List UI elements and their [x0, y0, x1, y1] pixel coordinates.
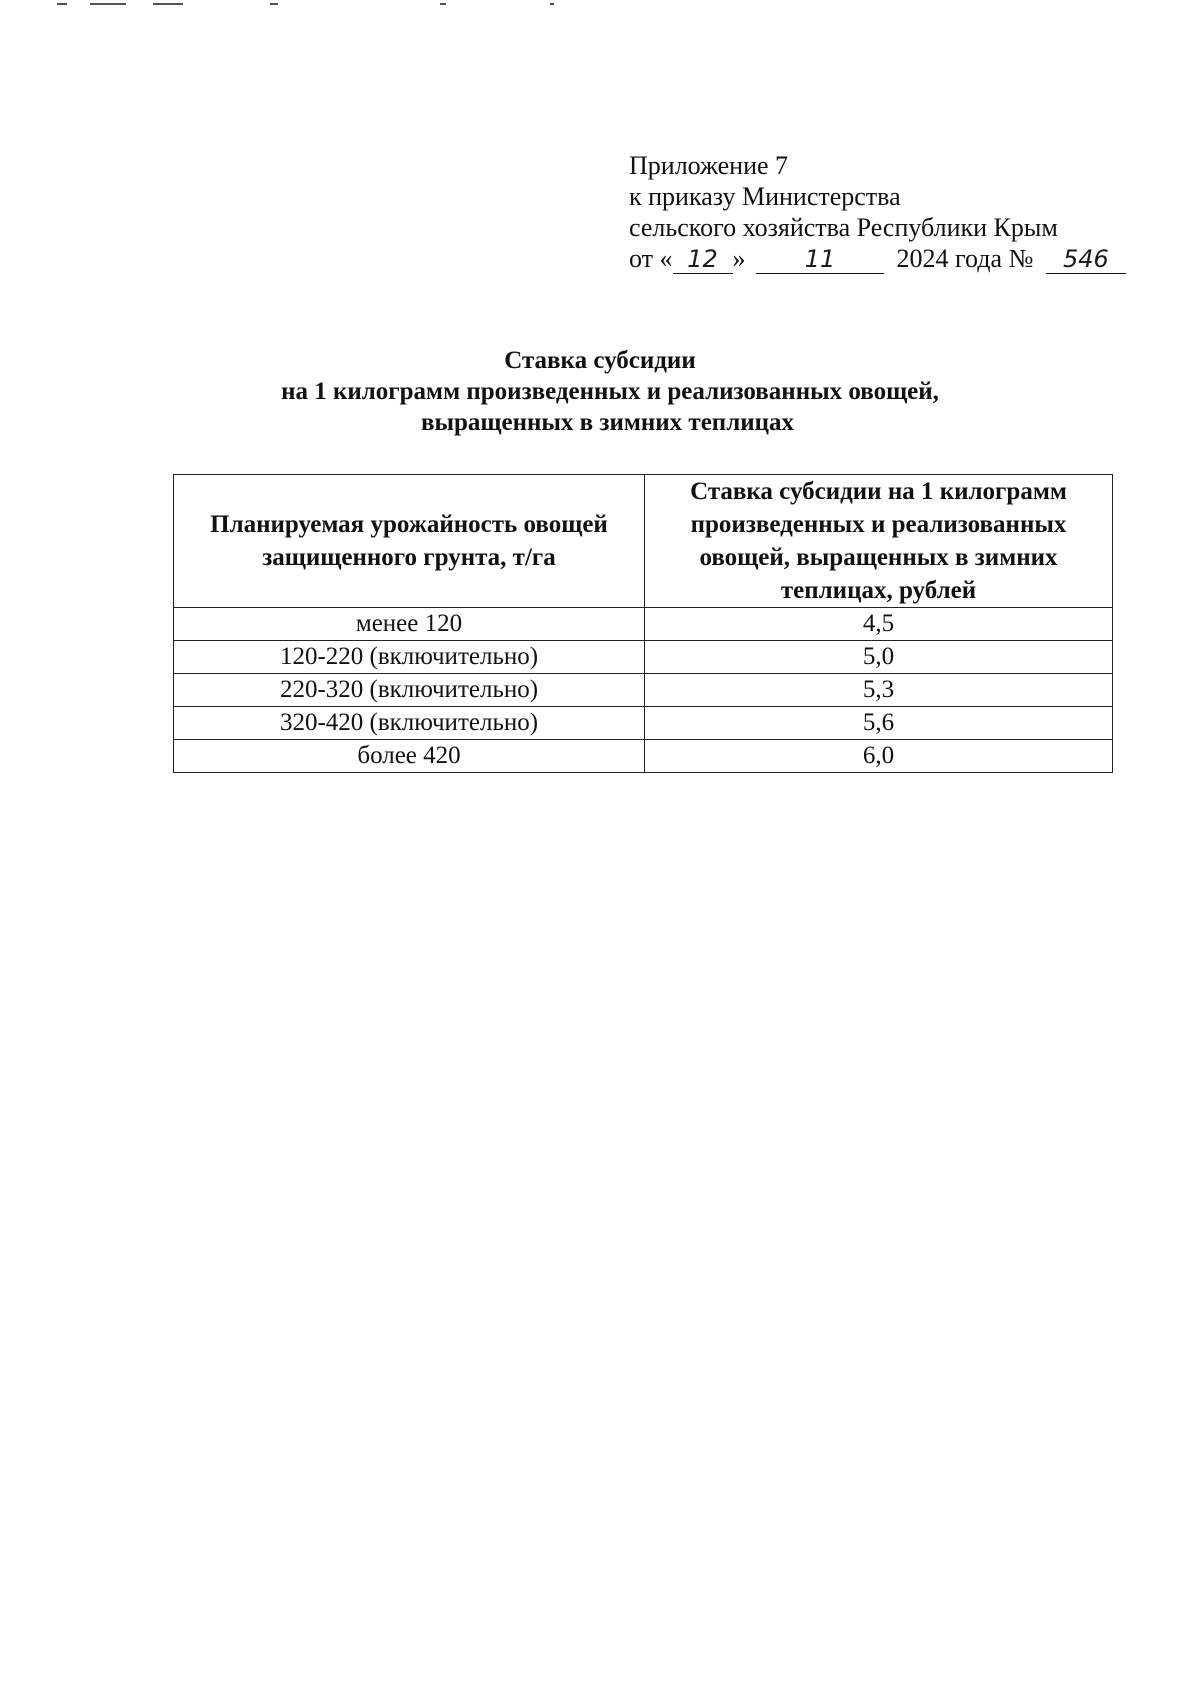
appendix-ministry: сельского хозяйства Республики Крым: [629, 213, 1058, 242]
cell-yield: 220-320 (включительно): [174, 674, 645, 707]
header-rate: Ставка субсидии на 1 килограмм произведенных и реализованных овощей, выращенных в зимних теплицах, рублей: [645, 475, 1113, 608]
cell-rate: 5,3: [645, 674, 1113, 707]
title-line-3: выращенных в зимних теплицах: [420, 409, 795, 436]
document-title: [0, 345, 1200, 438]
appendix-number: Приложение 7: [629, 151, 789, 180]
table-row: [174, 641, 1113, 674]
table-row: [174, 740, 1113, 773]
subsidy-rate-table: [173, 474, 1113, 773]
date-day-handwritten: 12: [673, 247, 733, 274]
table-row: [174, 674, 1113, 707]
scan-artifact-marks: [0, 0, 600, 8]
header-yield: Планируемая урожайность овощей защищенного грунта, т/га: [174, 475, 645, 608]
order-number-handwritten: 546: [1046, 247, 1126, 274]
cell-rate: 5,6: [645, 707, 1113, 740]
cell-yield: более 420: [174, 740, 645, 773]
appendix-block: [629, 150, 1149, 274]
cell-rate: 5,0: [645, 641, 1113, 674]
cell-yield: 320-420 (включительно): [174, 707, 645, 740]
table-row: [174, 707, 1113, 740]
cell-rate: 6,0: [645, 740, 1113, 773]
cell-yield: менее 120: [174, 608, 645, 641]
date-year: 2024 года №: [896, 244, 1034, 273]
appendix-order-ref: к приказу Министерства: [629, 182, 901, 211]
cell-rate: 4,5: [645, 608, 1113, 641]
date-month-handwritten: 11: [756, 247, 884, 274]
table-row: [174, 608, 1113, 641]
date-prefix: от «: [629, 244, 673, 273]
title-line-1: Ставка субсидии: [504, 347, 696, 374]
title-line-2: на 1 килограмм произведенных и реализованных овощей,: [281, 378, 939, 405]
date-mid: »: [732, 244, 746, 273]
appendix-date-line: [629, 243, 1149, 274]
table-header-row: [174, 475, 1113, 608]
cell-yield: 120-220 (включительно): [174, 641, 645, 674]
